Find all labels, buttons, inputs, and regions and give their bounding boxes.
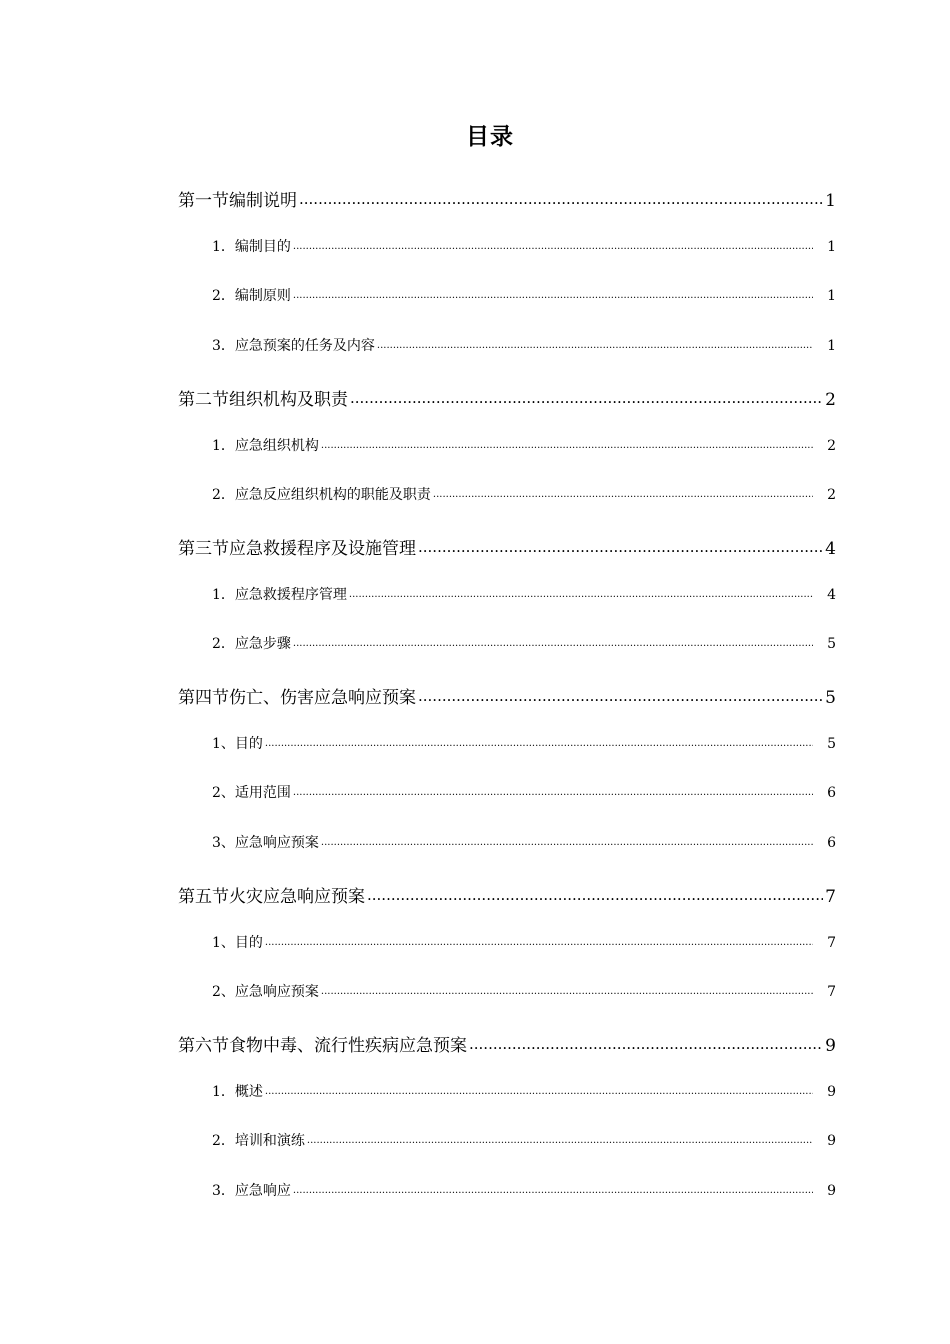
toc-section-entry[interactable] <box>178 683 836 708</box>
toc-entry-title: 1．应急组织机构 <box>212 437 319 454</box>
toc-entry-title: 第四节伤亡、伤害应急响应预案 <box>178 688 416 708</box>
toc-dot-leader <box>293 286 813 300</box>
toc-page-number: 5 <box>827 735 836 752</box>
toc-subsection-entry[interactable] <box>212 1180 836 1200</box>
toc-entry-title: 1、目的 <box>212 934 263 951</box>
toc-entry-title: 3、应急响应预案 <box>212 835 319 852</box>
toc-entry-title: 2、应急响应预案 <box>212 984 319 1001</box>
toc-entry-title: 第二节组织机构及职责 <box>178 389 348 410</box>
toc-entry-title: 第三节应急救援程序及设施管理 <box>178 538 416 559</box>
toc-dot-leader <box>293 783 813 797</box>
toc-subsection-entry[interactable] <box>212 435 836 455</box>
toc-dot-leader <box>469 1034 823 1051</box>
toc-entry-title: 2．应急反应组织机构的职能及职责 <box>212 487 431 504</box>
toc-page-number: 7 <box>827 934 836 951</box>
toc-entry-title: 第六节食物中毒、流行性疾病应急预案 <box>178 1035 467 1056</box>
toc-subsection-entry[interactable] <box>212 832 836 852</box>
toc-page-number: 6 <box>827 785 836 802</box>
toc-dot-leader <box>367 885 823 902</box>
toc-dot-leader <box>293 237 813 251</box>
toc-entry-title: 第一节编制说明 <box>178 191 297 211</box>
toc-entry-title: 第五节火灾应急响应预案 <box>178 886 365 907</box>
toc-subsection-entry[interactable] <box>212 782 836 802</box>
toc-dot-leader <box>265 734 813 748</box>
toc-dot-leader <box>299 189 823 206</box>
toc-page-number: 2 <box>827 437 836 454</box>
toc-subsection-entry[interactable] <box>212 733 836 753</box>
toc-dot-leader <box>321 436 813 450</box>
toc-entry-title: 3．应急预案的任务及内容 <box>212 338 375 355</box>
toc-subsection-entry[interactable] <box>212 335 836 355</box>
toc-section-entry[interactable] <box>178 1031 836 1056</box>
toc-page-number: 1 <box>827 338 836 355</box>
toc-dot-leader <box>349 585 813 599</box>
toc-entry-title: 1．编制目的 <box>212 238 291 255</box>
toc-page-number: 2 <box>825 389 836 410</box>
toc-subsection-entry[interactable] <box>212 932 836 952</box>
toc-section-entry[interactable] <box>178 534 836 559</box>
toc-page-number: 1 <box>827 238 836 255</box>
toc-subsection-entry[interactable] <box>212 236 836 256</box>
toc-section-entry[interactable] <box>178 186 836 211</box>
toc-entry-title: 1．应急救援程序管理 <box>212 586 347 603</box>
toc-dot-leader <box>307 1131 813 1145</box>
toc-page-number: 1 <box>827 288 836 305</box>
toc-entry-title: 2．培训和演练 <box>212 1133 305 1150</box>
toc-page-number: 7 <box>827 984 836 1001</box>
toc-dot-leader <box>265 933 813 947</box>
toc-page-number: 9 <box>825 1035 836 1056</box>
toc-subsection-entry[interactable] <box>212 285 836 305</box>
toc-entry-title: 1、目的 <box>212 735 263 752</box>
toc-subsection-entry[interactable] <box>212 1130 836 1150</box>
toc-subsection-entry[interactable] <box>212 981 836 1001</box>
toc-dot-leader <box>321 833 813 847</box>
toc-dot-leader <box>265 1082 813 1096</box>
toc-subsection-entry[interactable] <box>212 1081 836 1101</box>
toc-page-number: 7 <box>825 886 836 907</box>
toc-dot-leader <box>321 982 813 996</box>
toc-dot-leader <box>418 537 823 554</box>
toc-page-number: 4 <box>827 586 836 603</box>
toc-page-number: 5 <box>827 636 836 653</box>
toc-page-number: 9 <box>827 1133 836 1150</box>
toc-dot-leader <box>418 686 823 703</box>
toc-subsection-entry[interactable] <box>212 584 836 604</box>
toc-entry-title: 2．应急步骤 <box>212 636 291 653</box>
toc-page-number: 4 <box>825 538 836 559</box>
toc-subsection-entry[interactable] <box>212 633 836 653</box>
toc-entry-title: 3．应急响应 <box>212 1183 291 1199</box>
toc-dot-leader <box>293 1181 813 1195</box>
toc-page-number: 1 <box>825 191 836 211</box>
toc-section-entry[interactable] <box>178 882 836 907</box>
toc-page-number: 5 <box>825 688 836 708</box>
toc-dot-leader <box>293 634 813 648</box>
toc-page-number: 2 <box>827 487 836 504</box>
toc-entry-title: 2．编制原则 <box>212 288 291 305</box>
toc-dot-leader <box>350 388 823 405</box>
toc-section-entry[interactable] <box>178 385 836 410</box>
toc-entry-title: 2、适用范围 <box>212 785 291 802</box>
toc-dot-leader <box>377 336 813 350</box>
toc-page-number: 9 <box>827 1083 836 1100</box>
toc-page-number: 9 <box>827 1183 836 1199</box>
toc-page-number: 6 <box>827 835 836 852</box>
toc-dot-leader <box>433 485 813 499</box>
toc-title: 目录 <box>466 124 514 150</box>
toc-entry-title: 1．概述 <box>212 1083 263 1100</box>
toc-subsection-entry[interactable] <box>212 484 836 504</box>
